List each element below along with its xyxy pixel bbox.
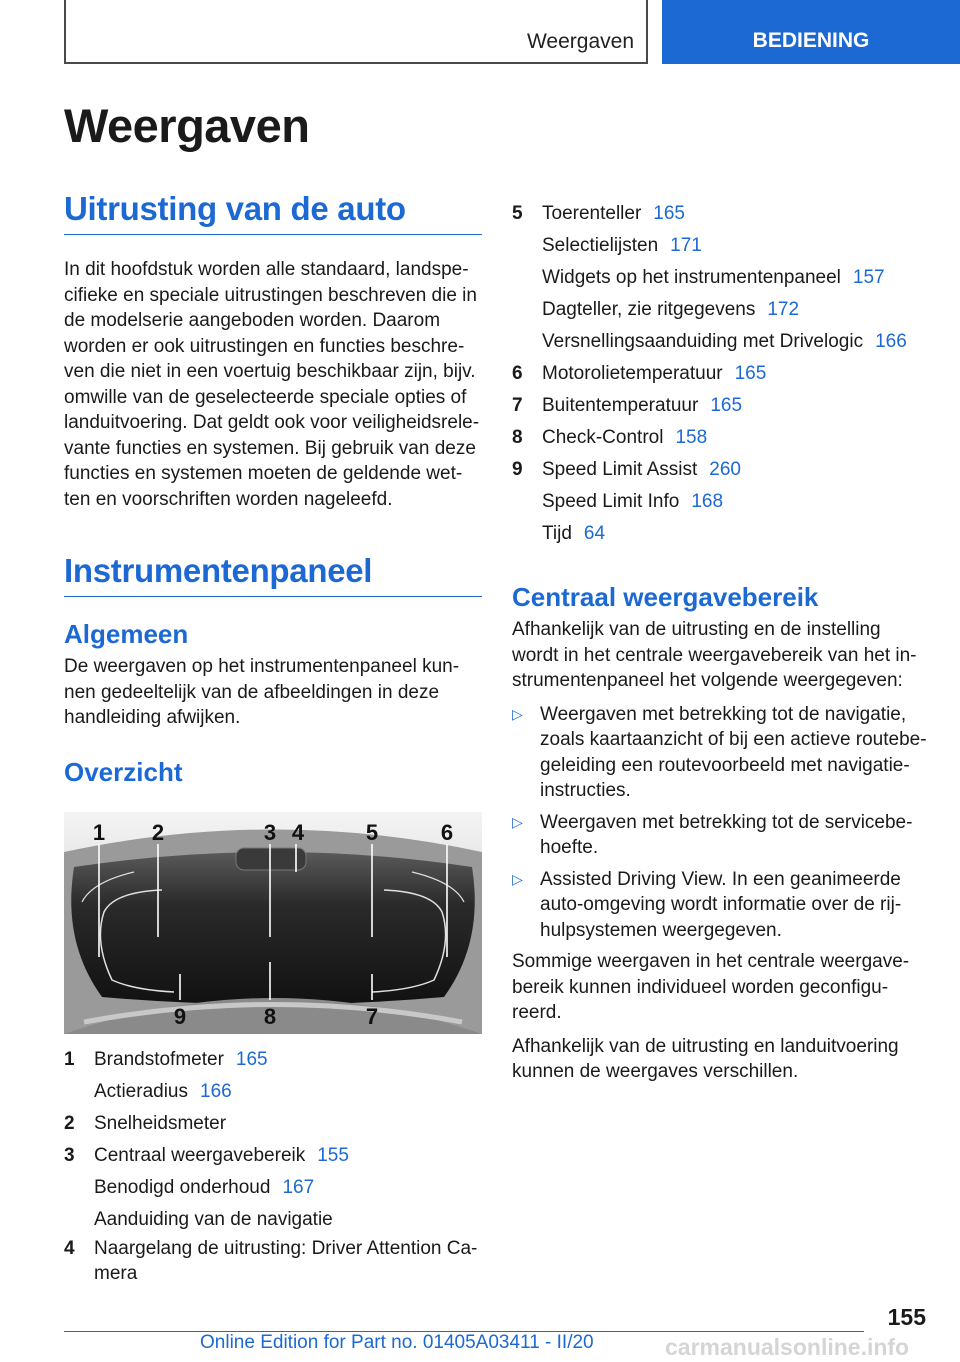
list-item-text-wrap <box>542 518 930 550</box>
list-item <box>64 1044 482 1076</box>
list-item-text: Buitentemperatuur <box>542 395 699 416</box>
list-item <box>512 358 930 390</box>
list-item-text-wrap <box>94 1076 482 1108</box>
page-number: 155 <box>887 1304 926 1330</box>
page-reference-link[interactable]: 168 <box>691 491 724 512</box>
list-item-number: 3 <box>64 1144 75 1166</box>
equipment-text: In dit hoofdstuk worden alle standaard, landspe-cifieke en speciale uitrustingen beschreven die in de modelserie aangeboden worden. Daarom worden er ook uitrustingen en functies beschre-ven die niet in een voertuig beschikbaar zijn, bijv. omwille van de geselecteerde speciale opties of landuitvoering. Dat geldt ook voor veiligheidsrele-vante functies en systemen. Bij gebruik van deze functies en systemen moeten de geldende wet-ten en voorschriften worden nageleefd. <box>64 259 480 510</box>
list-item-text-wrap <box>542 230 930 262</box>
list-item-text: Centraal weergavebereik <box>94 1144 306 1166</box>
list-item-text: Dagteller, zie ritgegevens <box>542 299 756 320</box>
list-item <box>64 1076 482 1108</box>
list-item-number <box>512 262 542 294</box>
diagram-label-2: 2 <box>151 819 165 845</box>
central-intro: Afhankelijk van de uitrusting en de instelling wordt in het centrale weergavebereik van het in-strumentenpaneel het volgende weergegeven: <box>512 619 917 691</box>
diagram-label-5: 5 <box>365 819 379 845</box>
list-item-text: Speed Limit Info <box>542 491 680 512</box>
heading-overview: Overzicht <box>64 756 183 787</box>
list-item-text: Check-Control <box>542 427 664 448</box>
bullet-text: Weergaven met betrekking tot de navigatie, zoals kaartaanzicht of bij een actieve routebe-geleiding een routevoorbeeld met navigatie-instructies. <box>540 703 927 801</box>
list-item-text: Toerenteller <box>542 203 642 224</box>
list-item-text-wrap <box>94 1108 482 1140</box>
diagram-label-4: 4 <box>291 819 305 845</box>
list-item-text-wrap <box>542 454 930 486</box>
list-item-text: Speed Limit Assist <box>542 459 698 480</box>
list-item-text: Naargelang de uitrusting: Driver Attention Ca-mera <box>94 1237 478 1284</box>
list-item <box>512 486 930 518</box>
bullet-item <box>512 702 930 804</box>
list-item-text-wrap <box>94 1140 482 1172</box>
instrument-display <box>71 852 475 1005</box>
page-reference-link[interactable]: 171 <box>670 235 702 256</box>
page-reference-link[interactable]: 172 <box>767 299 800 320</box>
bullet-item <box>512 867 930 944</box>
list-item <box>512 262 930 294</box>
list-item-number: 6 <box>512 363 523 384</box>
list-item-text: Benodigd onderhoud <box>94 1176 271 1198</box>
legend-list-right <box>512 198 930 550</box>
list-item-number <box>512 230 542 262</box>
triangle-bullet-icon: ▷ <box>512 870 523 887</box>
list-item-text: Tijd <box>542 523 572 544</box>
page-title: Weergaven <box>64 99 310 152</box>
list-item-text: Motorolietemperatuur <box>542 363 723 384</box>
diagram-label-6: 6 <box>440 819 454 845</box>
list-item-text-wrap <box>94 1236 482 1286</box>
central-para-1: Sommige weergaven in het centrale weergave-bereik kunnen individueel worden geconfigu-reerd. <box>512 951 910 1023</box>
instrument-panel-diagram <box>64 812 482 1034</box>
diagram-label-3: 3 <box>263 819 277 845</box>
page-reference-link[interactable]: 166 <box>200 1080 232 1102</box>
list-item-text: Actieradius <box>94 1080 188 1102</box>
page-reference-link[interactable]: 166 <box>875 331 907 352</box>
heading-general: Algemeen <box>64 619 189 649</box>
triangle-bullet-icon: ▷ <box>512 813 523 830</box>
list-item <box>512 230 930 262</box>
list-item-number <box>512 518 542 550</box>
page-reference-link[interactable]: 157 <box>852 267 885 288</box>
list-item-text: Aanduiding van de navigatie <box>94 1208 333 1230</box>
list-item <box>64 1236 482 1286</box>
list-item <box>512 326 930 358</box>
list-item-number: 4 <box>64 1237 75 1259</box>
page-reference-link[interactable]: 165 <box>653 203 685 224</box>
central-para-2: Afhankelijk van de uitrusting en landuitvoering kunnen de weergaves verschillen. <box>512 1035 899 1082</box>
central-bullet-list <box>512 702 930 944</box>
page-reference-link[interactable]: 260 <box>709 459 741 480</box>
triangle-bullet-icon: ▷ <box>512 705 523 722</box>
page-reference-link[interactable]: 165 <box>710 395 743 416</box>
list-item-number: 1 <box>64 1048 75 1070</box>
header-section-title: Weergaven <box>526 30 634 53</box>
list-item <box>512 198 930 230</box>
heading-central-display: Centraal weergavebereik <box>512 582 819 612</box>
list-item-number: 7 <box>512 395 523 416</box>
list-item-text: Selectielijsten <box>542 235 659 256</box>
list-item-text-wrap <box>94 1204 482 1236</box>
list-item <box>64 1108 482 1140</box>
list-item <box>64 1204 482 1236</box>
bullet-item <box>512 810 930 861</box>
page-reference-link[interactable]: 155 <box>317 1144 349 1166</box>
list-item-text-wrap <box>542 358 930 390</box>
list-item-number: 2 <box>64 1112 75 1134</box>
page-reference-link[interactable]: 167 <box>282 1176 315 1198</box>
diagram-label-1: 1 <box>92 819 106 845</box>
list-item-text-wrap <box>542 294 930 326</box>
list-item-number: 5 <box>512 203 523 224</box>
list-item-text-wrap <box>542 262 930 294</box>
page-reference-link[interactable]: 165 <box>734 363 767 384</box>
list-item <box>512 294 930 326</box>
page-reference-link[interactable]: 64 <box>583 523 606 544</box>
list-item-text-wrap <box>542 390 930 422</box>
list-item-text-wrap <box>542 422 930 454</box>
page-reference-link[interactable]: 158 <box>675 427 708 448</box>
list-item <box>512 518 930 550</box>
right-column <box>512 198 930 1085</box>
diagram-label-7: 7 <box>365 1003 379 1029</box>
list-item <box>512 454 930 486</box>
list-item-number: 9 <box>512 459 523 480</box>
list-item-number <box>64 1204 94 1236</box>
list-item-text-wrap <box>94 1172 482 1204</box>
general-text: De weergaven op het instrumentenpaneel kun-nen gedeeltelijk van de afbeeldingen in deze handleiding afwijken. <box>64 656 460 728</box>
list-item <box>512 390 930 422</box>
watermark: carmanualsonline.info <box>665 1334 910 1360</box>
list-item-number <box>512 486 542 518</box>
list-item <box>512 422 930 454</box>
list-item-text: Widgets op het instrumentenpaneel <box>542 267 841 288</box>
list-item-number <box>512 326 542 358</box>
list-item <box>64 1140 482 1172</box>
left-column <box>64 190 482 1286</box>
heading-instrument-panel: Instrumentenpaneel <box>64 552 482 597</box>
list-item <box>64 1172 482 1204</box>
list-item-number <box>512 294 542 326</box>
page-reference-link[interactable]: 165 <box>235 1048 268 1070</box>
chapter-tab[interactable]: BEDIENING <box>662 0 960 64</box>
bullet-text: Assisted Driving View. In een geanimeerde auto-omgeving wordt informatie over de rij-hulpsystemen weergegeven. <box>540 868 902 941</box>
footer-edition: Online Edition for Part no. 01405A03411 - II/20 <box>200 1332 594 1353</box>
list-item-number: 8 <box>512 427 523 448</box>
diagram-label-9: 9 <box>173 1003 187 1029</box>
list-item-number <box>64 1076 94 1108</box>
list-item-text-wrap <box>542 326 930 358</box>
list-item-text: Versnellingsaanduiding met Drivelogic <box>542 331 864 352</box>
legend-list-left <box>64 1044 482 1286</box>
diagram-label-8: 8 <box>263 1003 277 1029</box>
list-item-text-wrap <box>542 486 930 518</box>
list-item-text-wrap <box>542 198 930 230</box>
list-item-text: Brandstofmeter <box>94 1048 224 1070</box>
list-item-text: Snelheidsmeter <box>94 1112 227 1134</box>
heading-equipment: Uitrusting van de auto <box>64 190 482 235</box>
list-item-number <box>64 1172 94 1204</box>
list-item-text-wrap <box>94 1044 482 1076</box>
bullet-text: Weergaven met betrekking tot de servicebe-hoefte. <box>540 811 913 858</box>
